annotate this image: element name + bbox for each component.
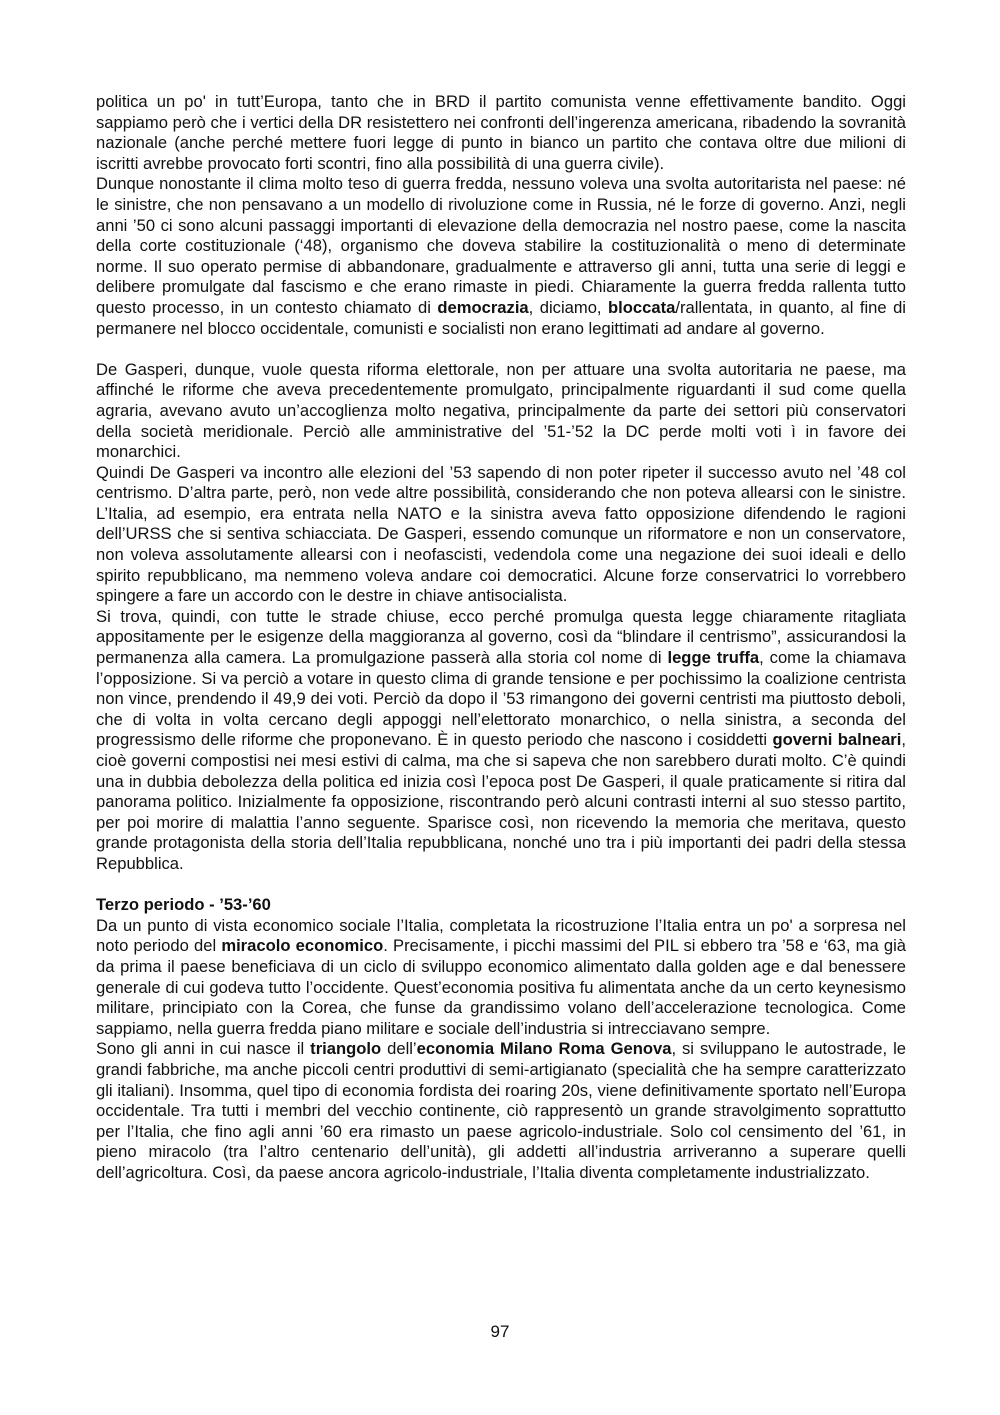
text-run: /rallentata, in quanto, al fine di permanere nel blocco occidentale, comunisti e socialisti non erano legittimati ad andare al governo.: [96, 297, 906, 338]
document-body: [96, 92, 906, 1183]
bold-term: miracolo economico: [221, 936, 384, 956]
bold-term: governi balneari: [772, 730, 902, 750]
text-run: Sono gli anni in cui nasce il: [96, 1039, 311, 1059]
paragraph-gap: [96, 875, 906, 896]
paragraph: [96, 174, 906, 339]
section-heading: [96, 895, 906, 916]
paragraph: [96, 1039, 906, 1183]
text-run: . Precisamente, i picchi massimi del PIL si ebbero tra ’58 e ‘63, ma già da prima il paese beneficiava di un ciclo di sviluppo economico alimentato dalla golden age e dal benessere generale di cui godeva tutto l’occidente. Quest’economia positiva fu alimentata anche da un certo keynesismo militare, principiato con la Corea, che funse da grandissimo volano dell’accelerazione tecnologica. Come sappiamo, nella guerra fredda piano militare e sociale dell’industria si intrecciavano sempre.: [96, 936, 906, 1038]
page-number: 97: [490, 1322, 510, 1341]
text-run: De Gasperi, dunque, vuole questa riforma elettorale, non per attuare una svolta autoritaria ne paese, ma affinché le riforme che aveva precedentemente promulgato, principalmente riguardanti il sud come quella agraria, avevano avuto un’accoglienza molto negativa, principalmente da parte dei settori più conservatori della società meridionale. Perciò alle amministrative del ’51-’52 la DC perde molti voti ì in favore dei monarchici.: [96, 359, 906, 462]
text-run: dell’: [381, 1039, 417, 1059]
text-run: , si sviluppano le autostrade, le grandi fabbriche, ma anche piccoli centri produttivi di semi-artigianato (specialità che ha sempre caratterizzato gli italiani). Insomma, quel tipo di economia fordista dei roaring 20s, viene definitivamente sportato nell’Europa occidentale. Tra tutti i membri del vecchio continente, ciò rappresentò un grande stravolgimento soprattutto per l’Italia, che fino agli anni ’60 era rimasto un paese agricolo-industriale. Solo col censimento del ’61, in pieno miracolo (tra l’altro centenario dell’unità), gli addetti all’industria arriveranno a superare quelli dell’agricoltura. Così, da paese ancora agricolo-industriale, l’Italia diventa completamente industrializzato.: [96, 1039, 906, 1182]
paragraph: [96, 360, 906, 463]
bold-term: triangolo: [310, 1039, 382, 1059]
text-run: , come la chiamava l’opposizione. Si va perciò a votare in questo clima di grande tensione e per pochissimo la coalizione centrista non vince, prendendo il 49,9 dei voti. Perciò da dopo il ’53 rimangono dei governi centristi ma piuttosto deboli, che di volta in volta cercano degli appoggi nell’elettorato monarchico, o nella sinistra, a seconda del progressismo delle riforme che proponevano. È in questo periodo che nascono i cosiddetti: [96, 648, 906, 750]
paragraph: [96, 607, 906, 875]
text-run: , diciamo,: [528, 297, 608, 317]
bold-term: democrazia: [437, 297, 529, 317]
paragraph: [96, 92, 906, 174]
text-run: Da un punto di vista economico sociale l’Italia, completata la ricostruzione l’Italia entra un po' a sorpresa nel noto periodo del: [96, 915, 906, 956]
text-run: , cioè governi compostisi nei mesi estivi di calma, ma che si sapeva che non sarebbero durati molto. C’è quindi una in dubbia debolezza della politica ed inizia così l’epoca post De Gasperi, il quale praticamente si ritira dal panorama politico. Inizialmente fa opposizione, riscontrando però alcuni contrasti interni al suo stesso partito, per poi morire di malattia l’anno seguente. Sparisce così, non ricevendo la memoria che meritava, questo grande protagonista della storia dell’Italia repubblicana, nonché uno tra i più importanti dei padri della stessa Repubblica.: [96, 730, 906, 873]
text-run: Quindi De Gasperi va incontro alle elezioni del ’53 sapendo di non poter ripeter il successo avuto nel ’48 col centrismo. D’altra parte, però, non vede altre possibilità, considerando che non poteva allearsi con le sinistre. L’Italia, ad esempio, era entrata nella NATO e la sinistra aveva fatto opposizione difendendo le ragioni dell’URSS che si sentiva schiacciata. De Gasperi, essendo comunque un riformatore e non un conservatore, non voleva assolutamente allearsi con i neofascisti, vedendola come una negazione dei suoi ideali e dello spirito repubblicano, ma nemmeno voleva andare coi democratici. Alcune forze conservatrici lo vorrebbero spingere a fare un accordo con le destre in chiave antisocialista.: [96, 462, 906, 606]
text-run: Dunque nonostante il clima molto teso di guerra fredda, nessuno voleva una svolta autoritarista nel paese: né le sinistre, che non pensavano a un modello di rivoluzione come in Russia, né le forze di governo. Anzi, negli anni ’50 ci sono alcuni passaggi importanti di elevazione della democrazia nel nostro paese, come la nascita della corte costituzionale (‘48), organismo che doveva stabilire la costituzionalità o meno di determinate norme. Il suo operato permise di abbandonare, gradualmente e attraverso gli anni, tutta una serie di leggi e delibere promulgate dal fascismo e che erano rimaste in piedi. Chiaramente la guerra fredda rallenta tutto questo processo, in un contesto chiamato di: [96, 174, 906, 317]
paragraph-gap: [96, 339, 906, 360]
paragraph: [96, 463, 906, 607]
text-run: politica un po' in tutt’Europa, tanto che in BRD il partito comunista venne effettivamente bandito. Oggi sappiamo però che i vertici della DR resistettero nei confronti dell’ingerenza americana, ribadendo la sovranità nazionale (anche perché mettere fuori legge di punto in bianco un partito che contava oltre due milioni di iscritti avrebbe provocato forti scontri, fino alla possibilità di una guerra civile).: [96, 92, 906, 173]
bold-term: economia Milano Roma Genova: [416, 1039, 672, 1059]
bold-term: legge truffa: [667, 648, 760, 668]
bold-term: bloccata: [608, 297, 676, 317]
text-run: Si trova, quindi, con tutte le strade chiuse, ecco perché promulga questa legge chiaramente ritagliata appositamente per le esigenze della maggioranza al governo, così da “blindare il centrismo”, assicurandosi la permanenza alla camera. La promulgazione passerà alla storia col nome di: [96, 606, 906, 668]
bold-term: Terzo periodo - ’53-’60: [96, 895, 271, 915]
paragraph: [96, 916, 906, 1040]
